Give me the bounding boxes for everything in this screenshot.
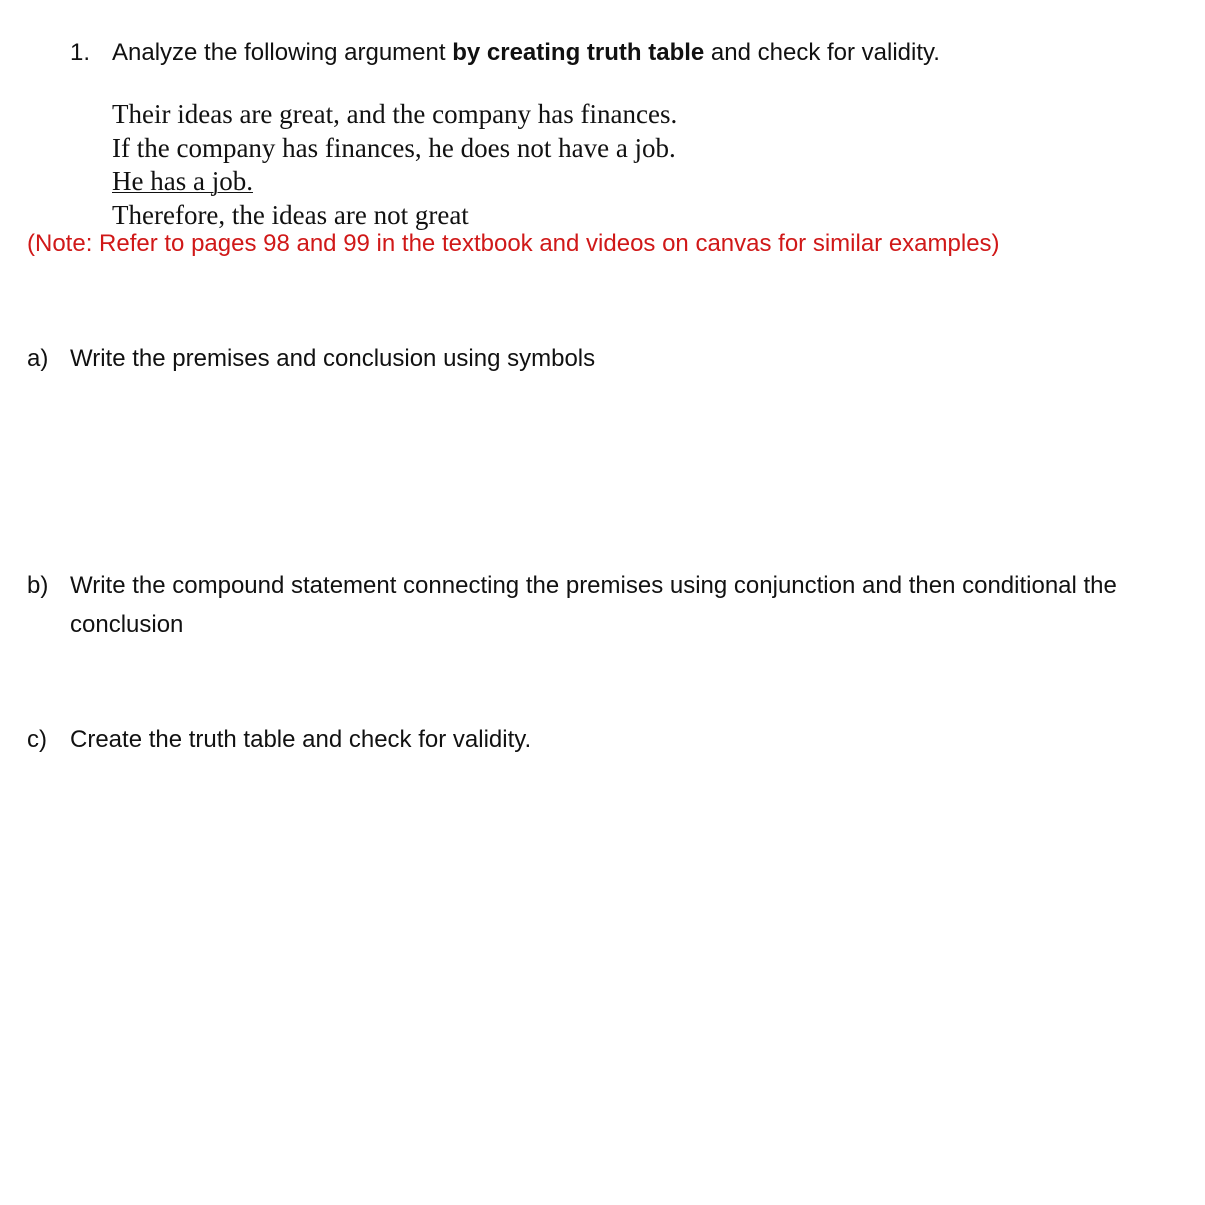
question-statement	[70, 38, 940, 68]
note-text: (Note: Refer to pages 98 and 99 in the textbook and videos on canvas for similar examples)	[27, 230, 1000, 257]
premise-3	[112, 165, 677, 199]
part-c-label: c)	[27, 726, 47, 753]
part-a-text: Write the premises and conclusion using symbols	[70, 345, 596, 372]
part-a-label: a)	[27, 345, 49, 372]
question-text-bold: by creating truth table	[452, 39, 705, 66]
part-c-text: Create the truth table and check for validity.	[70, 726, 532, 753]
conclusion: Therefore, the ideas are not great	[112, 199, 469, 230]
premise-1: Their ideas are great, and the company has finances.	[112, 99, 678, 129]
part-c	[27, 720, 1205, 759]
question-number: 1.	[70, 39, 91, 66]
question-text-start: Analyze the following argument	[112, 39, 453, 66]
part-b-text: Write the compound statement connecting the premises using conjunction and then conditional the conclusion	[70, 572, 1117, 638]
part-a	[27, 339, 1205, 378]
argument-block	[112, 98, 677, 232]
premise-2: If the company has finances, he does not have a job.	[112, 132, 676, 163]
premise-3-text: He has a job.	[112, 166, 253, 196]
part-b-label: b)	[27, 572, 49, 599]
question-text-end: and check for validity.	[704, 39, 940, 66]
part-b	[27, 566, 1205, 644]
